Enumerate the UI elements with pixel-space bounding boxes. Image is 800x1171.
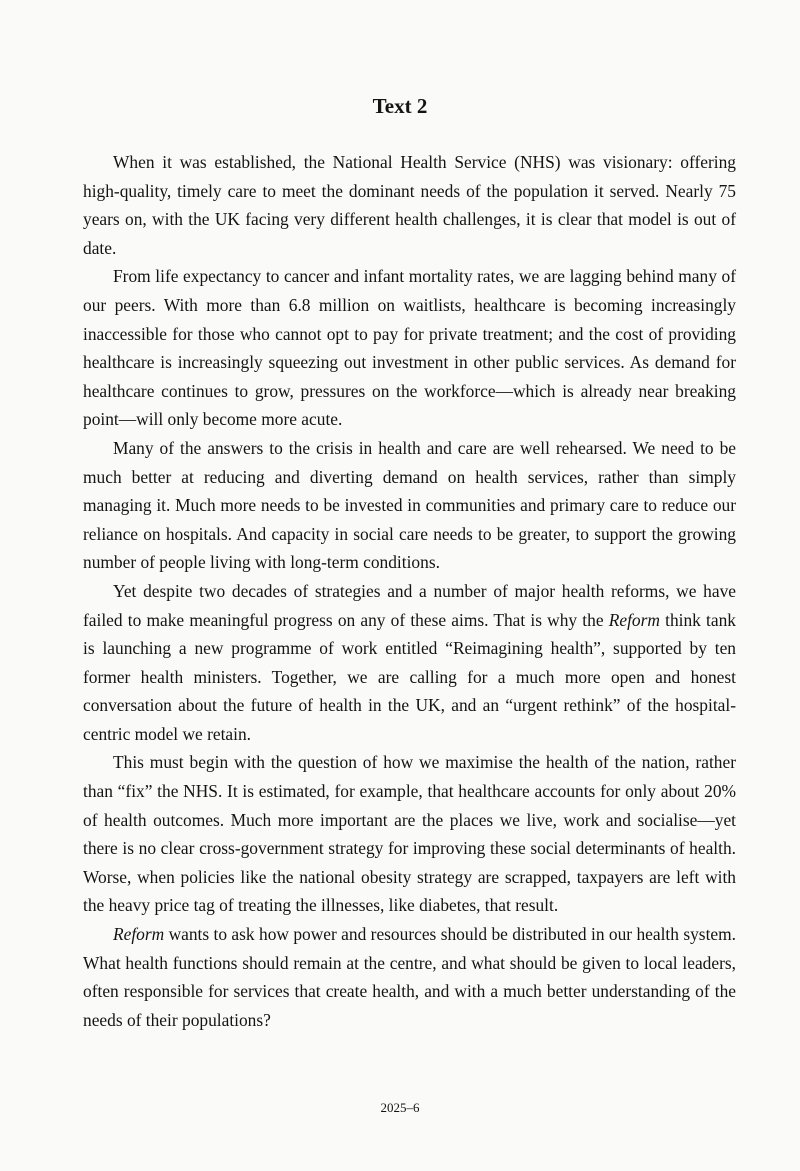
paragraph-text: When it was established, the National Health Service (NHS) was visionary: offering high-quality, timely care to meet the dominant needs of the population it served. Nearly 75 years on, with the UK facing very different health challenges, it is clear that model is out of date.	[83, 152, 736, 258]
page-title: Text 2	[372, 94, 428, 118]
article-body	[83, 148, 736, 1034]
paragraph-6	[83, 920, 736, 1034]
paragraph-text: Yet despite two decades of strategies and a number of major health reforms, we have failed to make meaningful progress on any of these aims. That is why the	[83, 580, 736, 630]
paragraph-text: From life expectancy to cancer and infant mortality rates, we are lagging behind many of our peers. With more than 6.8 million on waitlists, healthcare is becoming increasingly inaccessible for those who cannot opt to pay for private treatment; and the cost of providing healthcare is increasingly squeezing out investment in other public services. As demand for healthcare continues to grow, pressures on the workforce—which is already near breaking point—will only become more acute.	[83, 266, 736, 430]
paragraph-1	[83, 148, 736, 262]
page-number: 2025–6	[380, 1100, 420, 1115]
paragraph-4	[83, 577, 736, 749]
paragraph-5	[83, 748, 736, 920]
paragraph-text: This must begin with the question of how we maximise the health of the nation, rather than “fix” the NHS. It is estimated, for example, that healthcare accounts for only about 20% of health outcomes. Much more important are the places we live, work and socialise—yet there is no clear cross-government strategy for improving these social determinants of health. Worse, when policies like the national obesity strategy are scrapped, taxpayers are left with the heavy price tag of treating the illnesses, like diabetes, that result.	[83, 752, 736, 916]
reform-italic-name: Reform	[608, 609, 660, 630]
reform-italic-name: Reform	[113, 924, 165, 945]
paragraph-3	[83, 434, 736, 577]
paragraph-2	[83, 262, 736, 434]
paragraph-text: wants to ask how power and resources should be distributed in our health system. What health functions should remain at the centre, and what should be given to local leaders, often responsible for services that create health, and with a much better understanding of the needs of their populations?	[83, 924, 736, 1030]
paragraph-text: Many of the answers to the crisis in health and care are well rehearsed. We need to be much better at reducing and diverting demand on health services, rather than simply managing it. Much more needs to be invested in communities and primary care to reduce our reliance on hospitals. And capacity in social care needs to be greater, to support the growing number of people living with long-term conditions.	[83, 437, 736, 573]
paragraph-text: think tank is launching a new programme of work entitled “Reimagining health”, supported by ten former health ministers. Together, we are calling for a much more open and honest conversation about the future of health in the UK, and an “urgent rethink” of the hospital-centric model we retain.	[83, 609, 736, 744]
